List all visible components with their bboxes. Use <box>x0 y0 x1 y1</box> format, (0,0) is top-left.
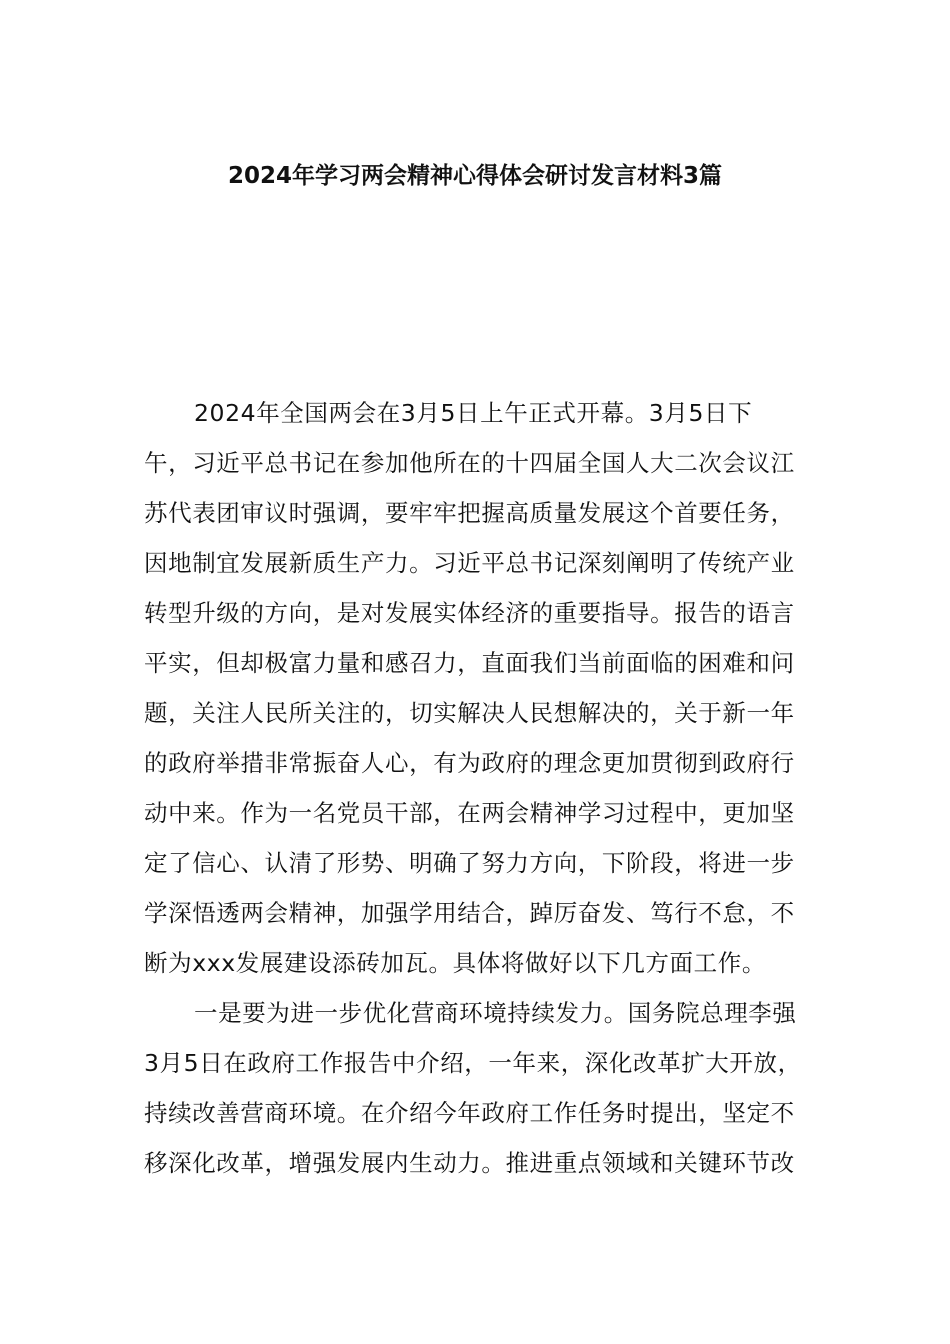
paragraph-business-environment <box>144 993 844 1193</box>
text-line: 的政府举措非常振奋人心，有为政府的理念更加贯彻到政府行 <box>144 749 795 777</box>
text-line: 断为xxx发展建设添砖加瓦。具体将做好以下几方面工作。 <box>144 949 766 977</box>
text-line: 学深悟透两会精神，加强学用结合，踔厉奋发、笃行不怠，不 <box>144 899 795 927</box>
text-line: 3月5日在政府工作报告中介绍，一年来，深化改革扩大开放， <box>144 1049 802 1077</box>
text-line: 持续改善营商环境。在介绍今年政府工作任务时提出，坚定不 <box>144 1099 795 1127</box>
text-line: 苏代表团审议时强调，要牢牢把握高质量发展这个首要任务， <box>144 499 795 527</box>
text-line: 因地制宜发展新质生产力。习近平总书记深刻阐明了传统产业 <box>144 549 795 577</box>
text-line: 2024年全国两会在3月5日上午正式开幕。3月5日下 <box>194 399 753 427</box>
text-line: 动中来。作为一名党员干部，在两会精神学习过程中，更加坚 <box>144 799 795 827</box>
paragraph-intro <box>144 393 844 993</box>
text-line: 平实，但却极富力量和感召力，直面我们当前面临的困难和问 <box>144 649 795 677</box>
document-body <box>144 393 844 1193</box>
text-line: 定了信心、认清了形势、明确了努力方向，下阶段，将进一步 <box>144 849 795 877</box>
text-line: 转型升级的方向，是对发展实体经济的重要指导。报告的语言 <box>144 599 795 627</box>
text-line: 移深化改革，增强发展内生动力。推进重点领域和关键环节改 <box>144 1149 795 1177</box>
page-title: 2024年学习两会精神心得体会研讨发言材料3篇 <box>227 163 723 189</box>
text-line: 题，关注人民所关注的，切实解决人民想解决的，关于新一年 <box>144 699 795 727</box>
text-line: 午，习近平总书记在参加他所在的十四届全国人大二次会议江 <box>144 449 795 477</box>
text-line: 一是要为进一步优化营商环境持续发力。国务院总理李强 <box>194 999 797 1027</box>
